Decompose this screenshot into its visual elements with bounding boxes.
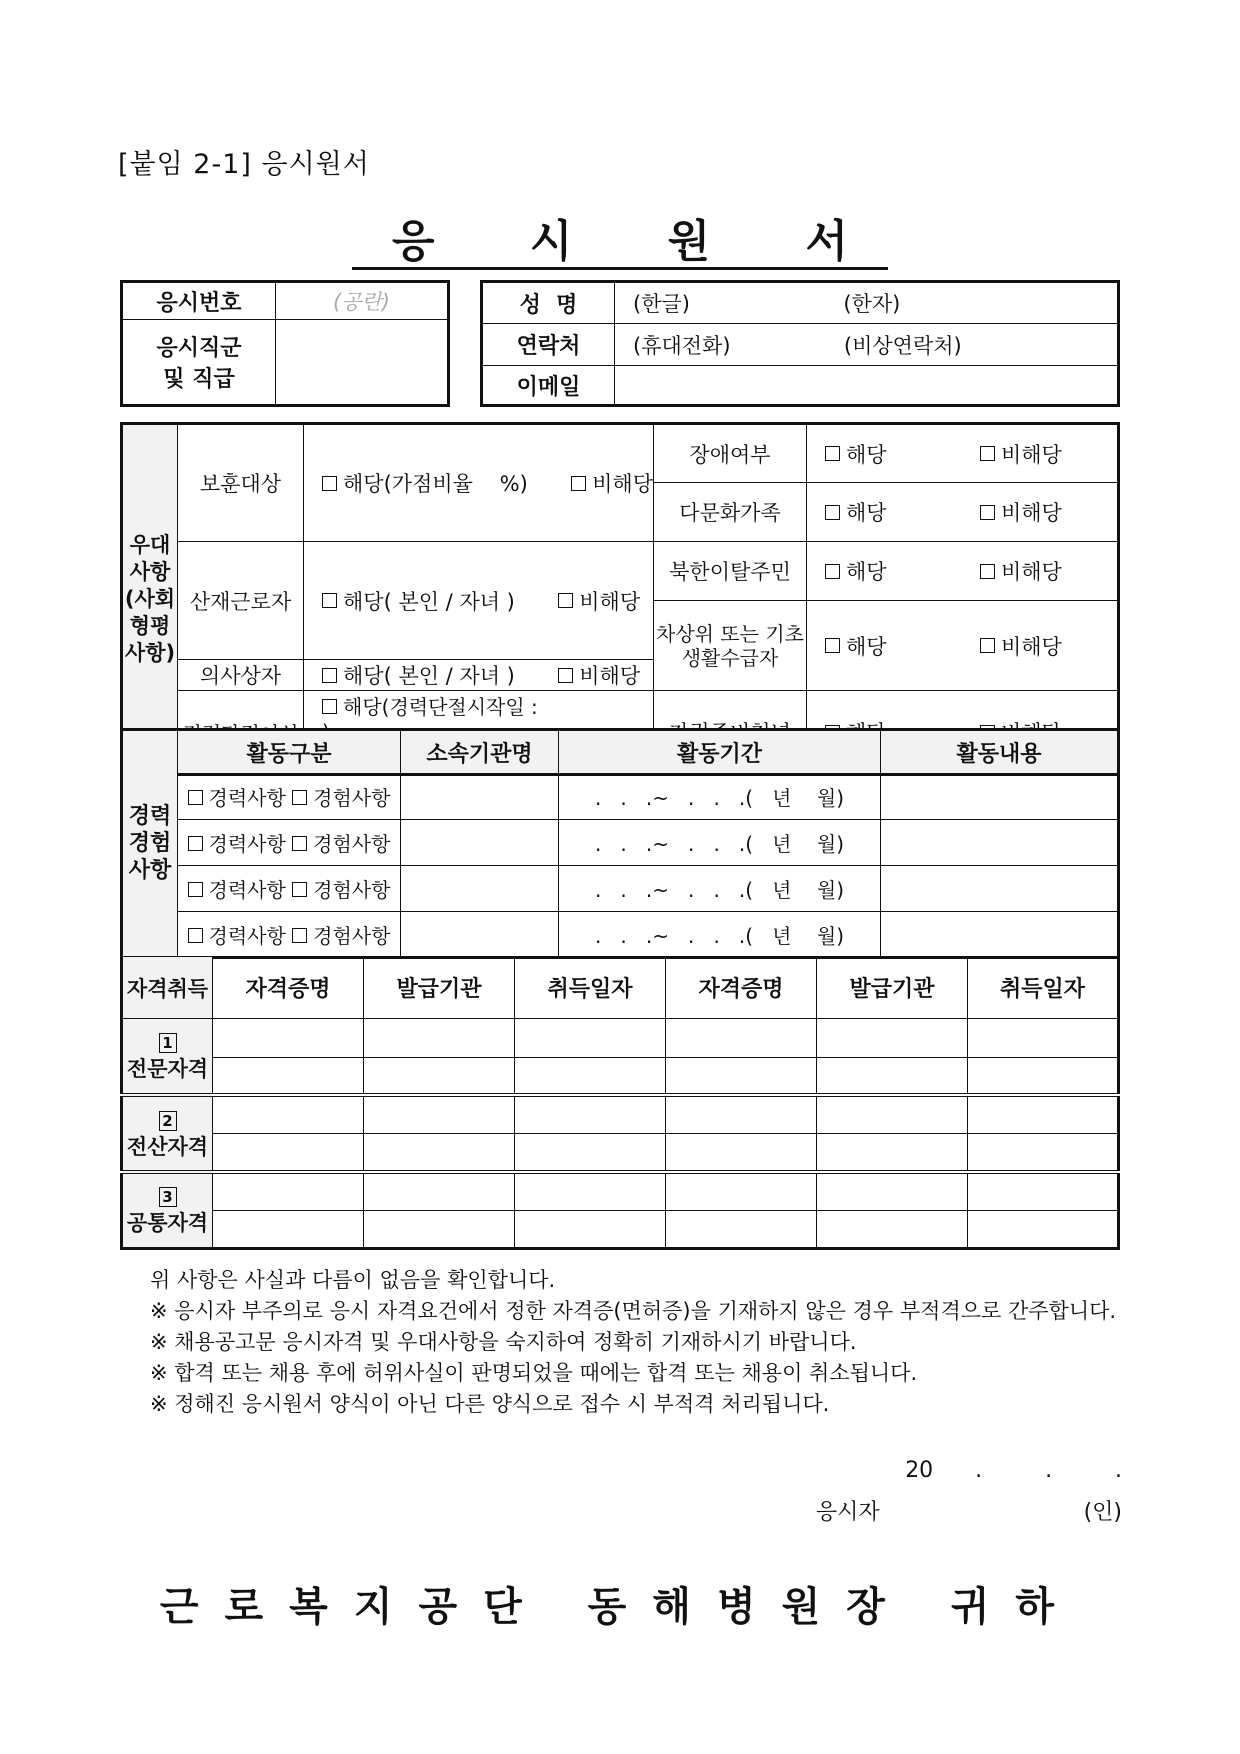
career-table [120,728,1120,959]
career-type2-1[interactable] [292,832,390,856]
checkbox-icon [188,882,203,897]
checkbox-icon [322,593,337,608]
checkbox-icon [825,505,840,520]
pref-right-label-2: 북한이탈주민 [654,542,807,601]
career-type1-1[interactable] [188,832,286,856]
career-type2-label: 경험사항 [313,878,391,902]
cert-group-title-2: 공통자격 [126,1211,209,1236]
checkbox-icon [292,882,307,897]
cert-field[interactable] [364,1172,515,1210]
checkbox-icon [980,505,995,520]
pref-right-opt1-3[interactable] [825,635,887,659]
pref-left-options-1 [304,542,654,660]
exam-info-table [120,280,450,407]
checkbox-icon [188,928,203,943]
pref-right-opt2-1[interactable] [980,501,1062,525]
name-field[interactable] [615,282,1119,324]
career-period-field[interactable]: . . .~ . . .( 년 월) [559,774,881,820]
sign-date[interactable]: 20 . . . [905,1458,1122,1483]
cert-header-3: 취득일자 [515,957,666,1019]
cert-header-6: 취득일자 [968,957,1119,1019]
career-content-field[interactable] [881,912,1119,958]
pref-right-options-3 [807,601,1119,691]
pref-right-opt2-label-3: 비해당 [1000,634,1062,659]
pref-right-opt1-0[interactable] [825,443,887,467]
document-title: 응 시 원 서 [352,216,888,270]
cert-field[interactable] [968,1019,1119,1057]
personal-info-table [480,280,1120,407]
career-type2-2[interactable] [292,878,390,902]
name-hanja-label: (한자) [843,292,901,316]
pref-right-opt2-0[interactable] [980,443,1062,467]
career-type-cell [178,774,401,820]
sign-line [816,1495,1122,1526]
cert-field[interactable] [364,1019,515,1057]
pref-left-opt2-0[interactable] [571,472,653,496]
cert-field[interactable] [968,1172,1119,1210]
pref-right-opt1-label-2: 해당 [846,560,887,584]
career-type1-label: 경력사항 [208,786,286,810]
cert-field[interactable] [666,1095,817,1133]
career-type1-0[interactable] [188,786,286,810]
certification-table [120,956,1120,1250]
career-type2-label: 경험사항 [313,786,391,810]
pref-left-opt1-0[interactable] [322,472,528,496]
career-type1-2[interactable] [188,878,286,902]
career-type1-3[interactable] [188,924,286,948]
contact-label: 연락처 [482,324,615,366]
career-header-content: 활동내용 [881,730,1119,774]
cert-field[interactable] [968,1095,1119,1133]
cert-field[interactable] [515,1095,666,1133]
pref-left-opt2-label-0: 비해당 [592,472,653,496]
exam-no-label: 응시번호 [122,282,276,320]
cert-field[interactable] [666,1172,817,1210]
career-row [122,820,1119,866]
pref-left-options-2 [304,660,654,691]
career-row [122,912,1119,958]
career-org-field[interactable] [401,866,559,912]
note-item: ※ 채용공고문 응시자격 및 우대사항을 숙지하여 정확히 기재하시기 바랍니다. [150,1330,857,1354]
cert-field[interactable] [364,1134,515,1172]
name-label: 성 명 [482,282,615,324]
career-header-org: 소속기관명 [401,730,559,774]
career-content-field[interactable] [881,820,1119,866]
checkbox-icon [825,446,840,461]
checkbox-icon [825,564,840,579]
preference-table [120,422,1120,776]
job-label [122,320,276,406]
checkbox-icon [571,476,586,491]
pref-left-opt1-label-2: 해당( 본인 / 자녀 ) [343,664,515,688]
career-type2-label: 경험사항 [313,832,391,856]
pref-left-label-2: 의사상자 [178,660,304,691]
exam-no-field[interactable]: (공란) [276,282,449,320]
cert-field[interactable] [666,1210,817,1248]
cert-field[interactable] [817,1172,968,1210]
checkbox-icon [558,668,573,683]
seal-label: (인) [1083,1500,1122,1525]
career-period-field[interactable]: . . .~ . . .( 년 월) [559,866,881,912]
career-header-period: 활동기간 [559,730,881,774]
career-type2-0[interactable] [292,786,390,810]
checkbox-icon [292,928,307,943]
pref-left-opt2-label-2: 비해당 [579,664,641,688]
checkbox-icon [188,836,203,851]
cert-group-title-1: 전산자격 [126,1134,209,1159]
career-content-field[interactable] [881,774,1119,820]
checkbox-icon [558,593,573,608]
cert-field[interactable] [666,1057,817,1095]
checkbox-icon [188,790,203,805]
cert-field[interactable] [213,1095,364,1133]
career-type-cell [178,820,401,866]
career-type1-label: 경력사항 [208,923,286,948]
pref-right-opt2-label-0: 비해당 [1000,442,1062,467]
pref-left-opt2-2[interactable] [558,664,640,688]
cert-field[interactable] [968,1210,1119,1248]
cert-field[interactable] [968,1057,1119,1095]
pref-right-opt1-label-3: 해당 [846,634,887,659]
document-title-wrap [0,205,1240,269]
career-org-field[interactable] [401,774,559,820]
checkbox-icon [322,699,337,714]
cert-header-4: 자격증명 [666,957,817,1019]
cert-header-5: 발급기관 [817,957,968,1019]
checkbox-icon [825,638,840,653]
cert-group-label-0 [122,1019,213,1096]
checkbox-icon [292,836,307,851]
addressee-text: 근로복지공단 동해병원장 귀하 [159,1584,1081,1630]
career-row [122,866,1119,912]
mobile-label: (휴대전화) [633,333,731,358]
cert-field[interactable] [515,1057,666,1095]
cert-header-0: 자격취득 [122,957,213,1019]
career-type1-label: 경력사항 [208,832,286,856]
checkbox-icon [322,476,337,491]
cert-field[interactable] [515,1210,666,1248]
cert-field[interactable] [817,1134,968,1172]
career-header-type: 활동구분 [178,730,401,774]
note-item: ※ 합격 또는 채용 후에 허위사실이 판명되었을 때에는 합격 또는 채용이 취소됩니다. [150,1361,918,1385]
checkbox-icon [980,446,995,461]
cert-field[interactable] [817,1057,968,1095]
number-box-icon: 2 [159,1111,177,1131]
cert-header-2: 발급기관 [364,957,515,1019]
cert-field[interactable] [968,1134,1119,1172]
job-field[interactable] [276,320,449,406]
email-field[interactable] [615,366,1119,406]
attachment-label: [붙임 2-1] 응시원서 [118,149,370,180]
pref-right-opt1-1[interactable] [825,501,887,525]
note-item: ※ 정해진 응시원서 양식이 아닌 다른 양식으로 접수 시 부적격 처리됩니다. [150,1392,830,1416]
pref-right-label-1: 다문화가족 [654,483,807,542]
addressee [0,1575,1240,1632]
pref-left-opt1-label-3: 해당(경력단절시작일 : [343,695,538,719]
pref-left-opt2-1[interactable] [558,590,640,614]
cert-field[interactable] [213,1019,364,1057]
career-period-field[interactable]: . . .~ . . .( 년 월) [559,912,881,958]
cert-group-label-1 [122,1095,213,1172]
cert-field[interactable] [817,1210,968,1248]
pref-left-opt2-label-1: 비해당 [579,589,641,614]
cert-field[interactable] [515,1134,666,1172]
career-period-field[interactable]: . . .~ . . .( 년 월) [559,820,881,866]
cert-field[interactable] [666,1019,817,1057]
cert-group-title-0: 전문자격 [126,1057,209,1082]
checkbox-icon [292,790,307,805]
pref-right-opt1-2[interactable] [825,560,887,584]
cert-field[interactable] [364,1095,515,1133]
cert-field[interactable] [817,1019,968,1057]
number-box-icon: 1 [159,1033,177,1053]
emergency-label: (비상연락처) [843,333,962,358]
career-type2-3[interactable] [292,924,390,948]
cert-field[interactable] [213,1210,364,1248]
cert-header-1: 자격증명 [213,957,364,1019]
pref-left-opt1-2[interactable] [322,664,515,688]
cert-field[interactable] [364,1057,515,1095]
career-content-field[interactable] [881,866,1119,912]
career-org-field[interactable] [401,912,559,958]
career-type-cell [178,866,401,912]
job-label-line1: 응시직군 [156,336,242,361]
pref-right-label-3: 차상위 또는 기초생활수급자 [654,601,807,691]
cert-field[interactable] [213,1057,364,1095]
career-side-label: 경력 경험 사항 [122,730,178,958]
pref-left-label-1: 산재근로자 [178,542,304,660]
career-row [122,774,1119,820]
email-label: 이메일 [482,366,615,406]
cert-field[interactable] [364,1210,515,1248]
preference-side-label: 우대 사항 (사회 형평 사항) [122,424,178,775]
pref-left-label-0: 보훈대상 [178,424,304,542]
pref-right-options-0 [807,424,1119,483]
career-type1-label: 경력사항 [208,878,286,902]
cert-field[interactable] [213,1134,364,1172]
pref-right-opt2-label-2: 비해당 [1000,560,1062,584]
cert-field[interactable] [817,1095,968,1133]
pref-right-opt2-label-1: 비해당 [1000,501,1062,525]
pref-right-opt2-2[interactable] [980,560,1062,584]
career-type-cell [178,912,401,958]
pref-left-opt1-label-1: 해당( 본인 / 자녀 ) [343,589,515,614]
checkbox-icon [980,564,995,579]
cert-field[interactable] [515,1172,666,1210]
career-type2-label: 경험사항 [313,923,391,948]
pref-right-opt2-3[interactable] [980,635,1062,659]
pref-left-opt1-3[interactable] [322,695,538,719]
cert-field[interactable] [213,1172,364,1210]
checkbox-icon [980,638,995,653]
pref-left-options-0 [304,424,654,542]
job-label-line2: 및 직급 [163,367,235,392]
pref-right-opt1-label-0: 해당 [846,442,887,467]
pref-right-options-2 [807,542,1119,601]
contact-field[interactable] [615,324,1119,366]
career-org-field[interactable] [401,820,559,866]
notes-block [150,1265,1116,1420]
number-box-icon: 3 [159,1187,177,1207]
note-confirm: 위 사항은 사실과 다름이 없음을 확인합니다. [150,1268,556,1292]
checkbox-icon [322,668,337,683]
pref-right-label-0: 장애여부 [654,424,807,483]
note-item: ※ 응시자 부주의로 응시 자격요건에서 정한 자격증(면허증)을 기재하지 않은 경우 부적격으로 간주합니다. [150,1299,1117,1323]
pref-right-opt1-label-1: 해당 [846,501,887,525]
pref-right-options-1 [807,483,1119,542]
pref-left-opt1-label-0: 해당(가점비율 %) [343,472,528,496]
applicant-label: 응시자 [815,1500,880,1525]
cert-group-label-2 [122,1172,213,1249]
cert-field[interactable] [515,1019,666,1057]
pref-left-opt1-1[interactable] [322,590,515,614]
name-korean-label: (한글) [633,292,690,316]
cert-field[interactable] [666,1134,817,1172]
